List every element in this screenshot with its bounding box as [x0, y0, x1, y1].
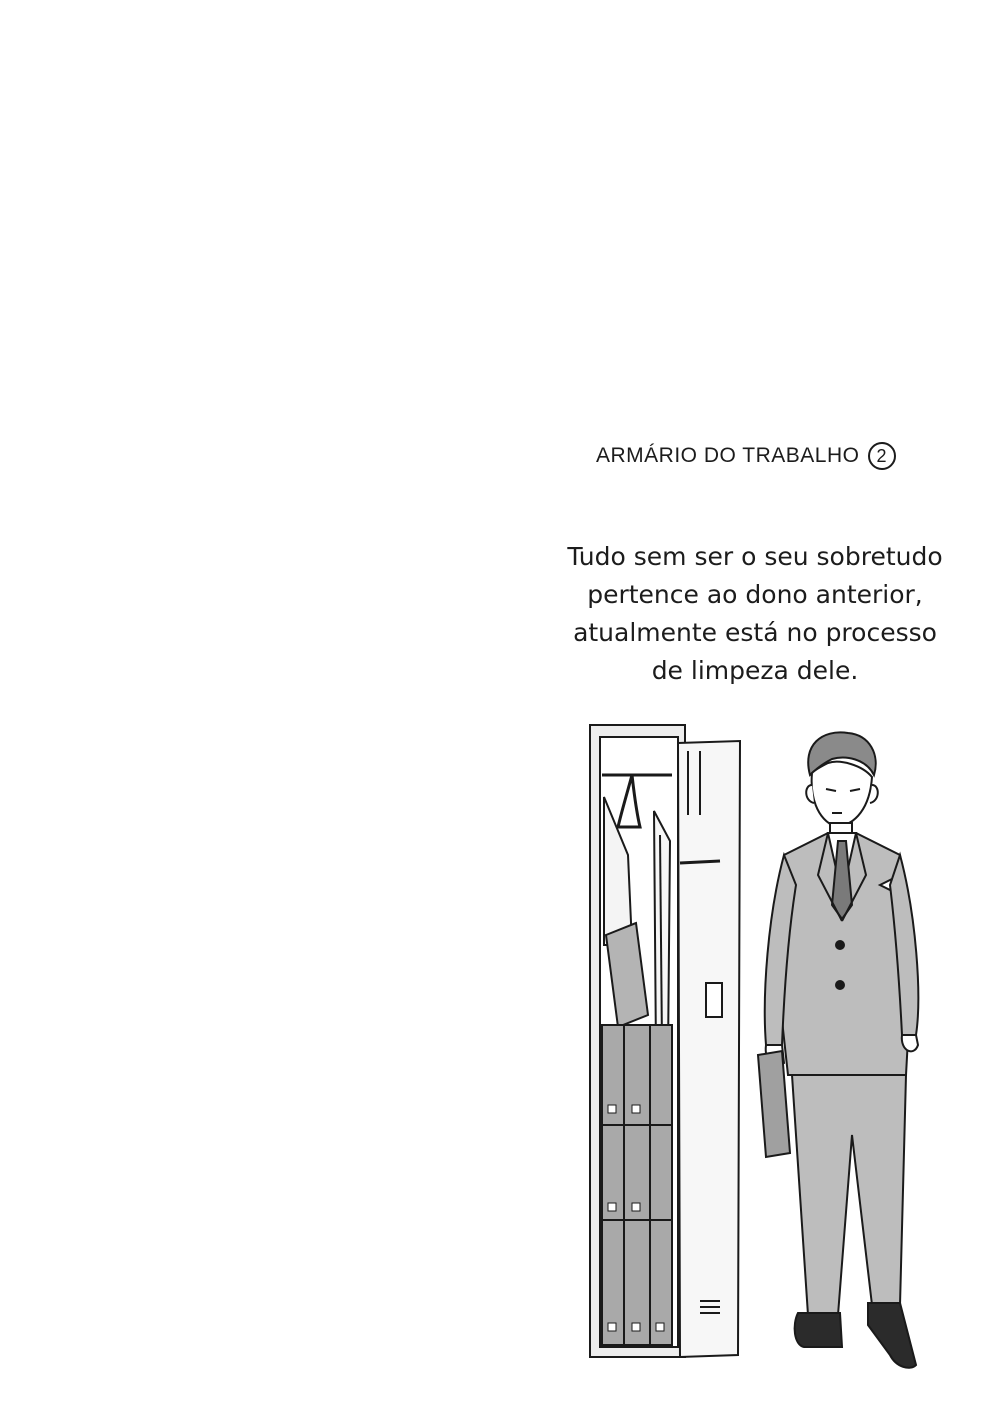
caption-line: de limpeza dele.	[651, 656, 859, 685]
section-heading	[596, 440, 896, 472]
locker-man-illustration	[570, 715, 930, 1405]
caption-line: Tudo sem ser o seu sobretudo	[567, 542, 943, 571]
caption-line: pertence ao dono anterior,	[587, 580, 923, 609]
man-figure	[758, 732, 918, 1367]
caption	[560, 538, 950, 690]
caption-line: atualmente está no processo	[573, 618, 937, 647]
heading-number-badge: 2	[868, 442, 896, 470]
locker	[590, 725, 740, 1357]
heading-title: ARMÁRIO DO TRABALHO	[596, 444, 860, 467]
